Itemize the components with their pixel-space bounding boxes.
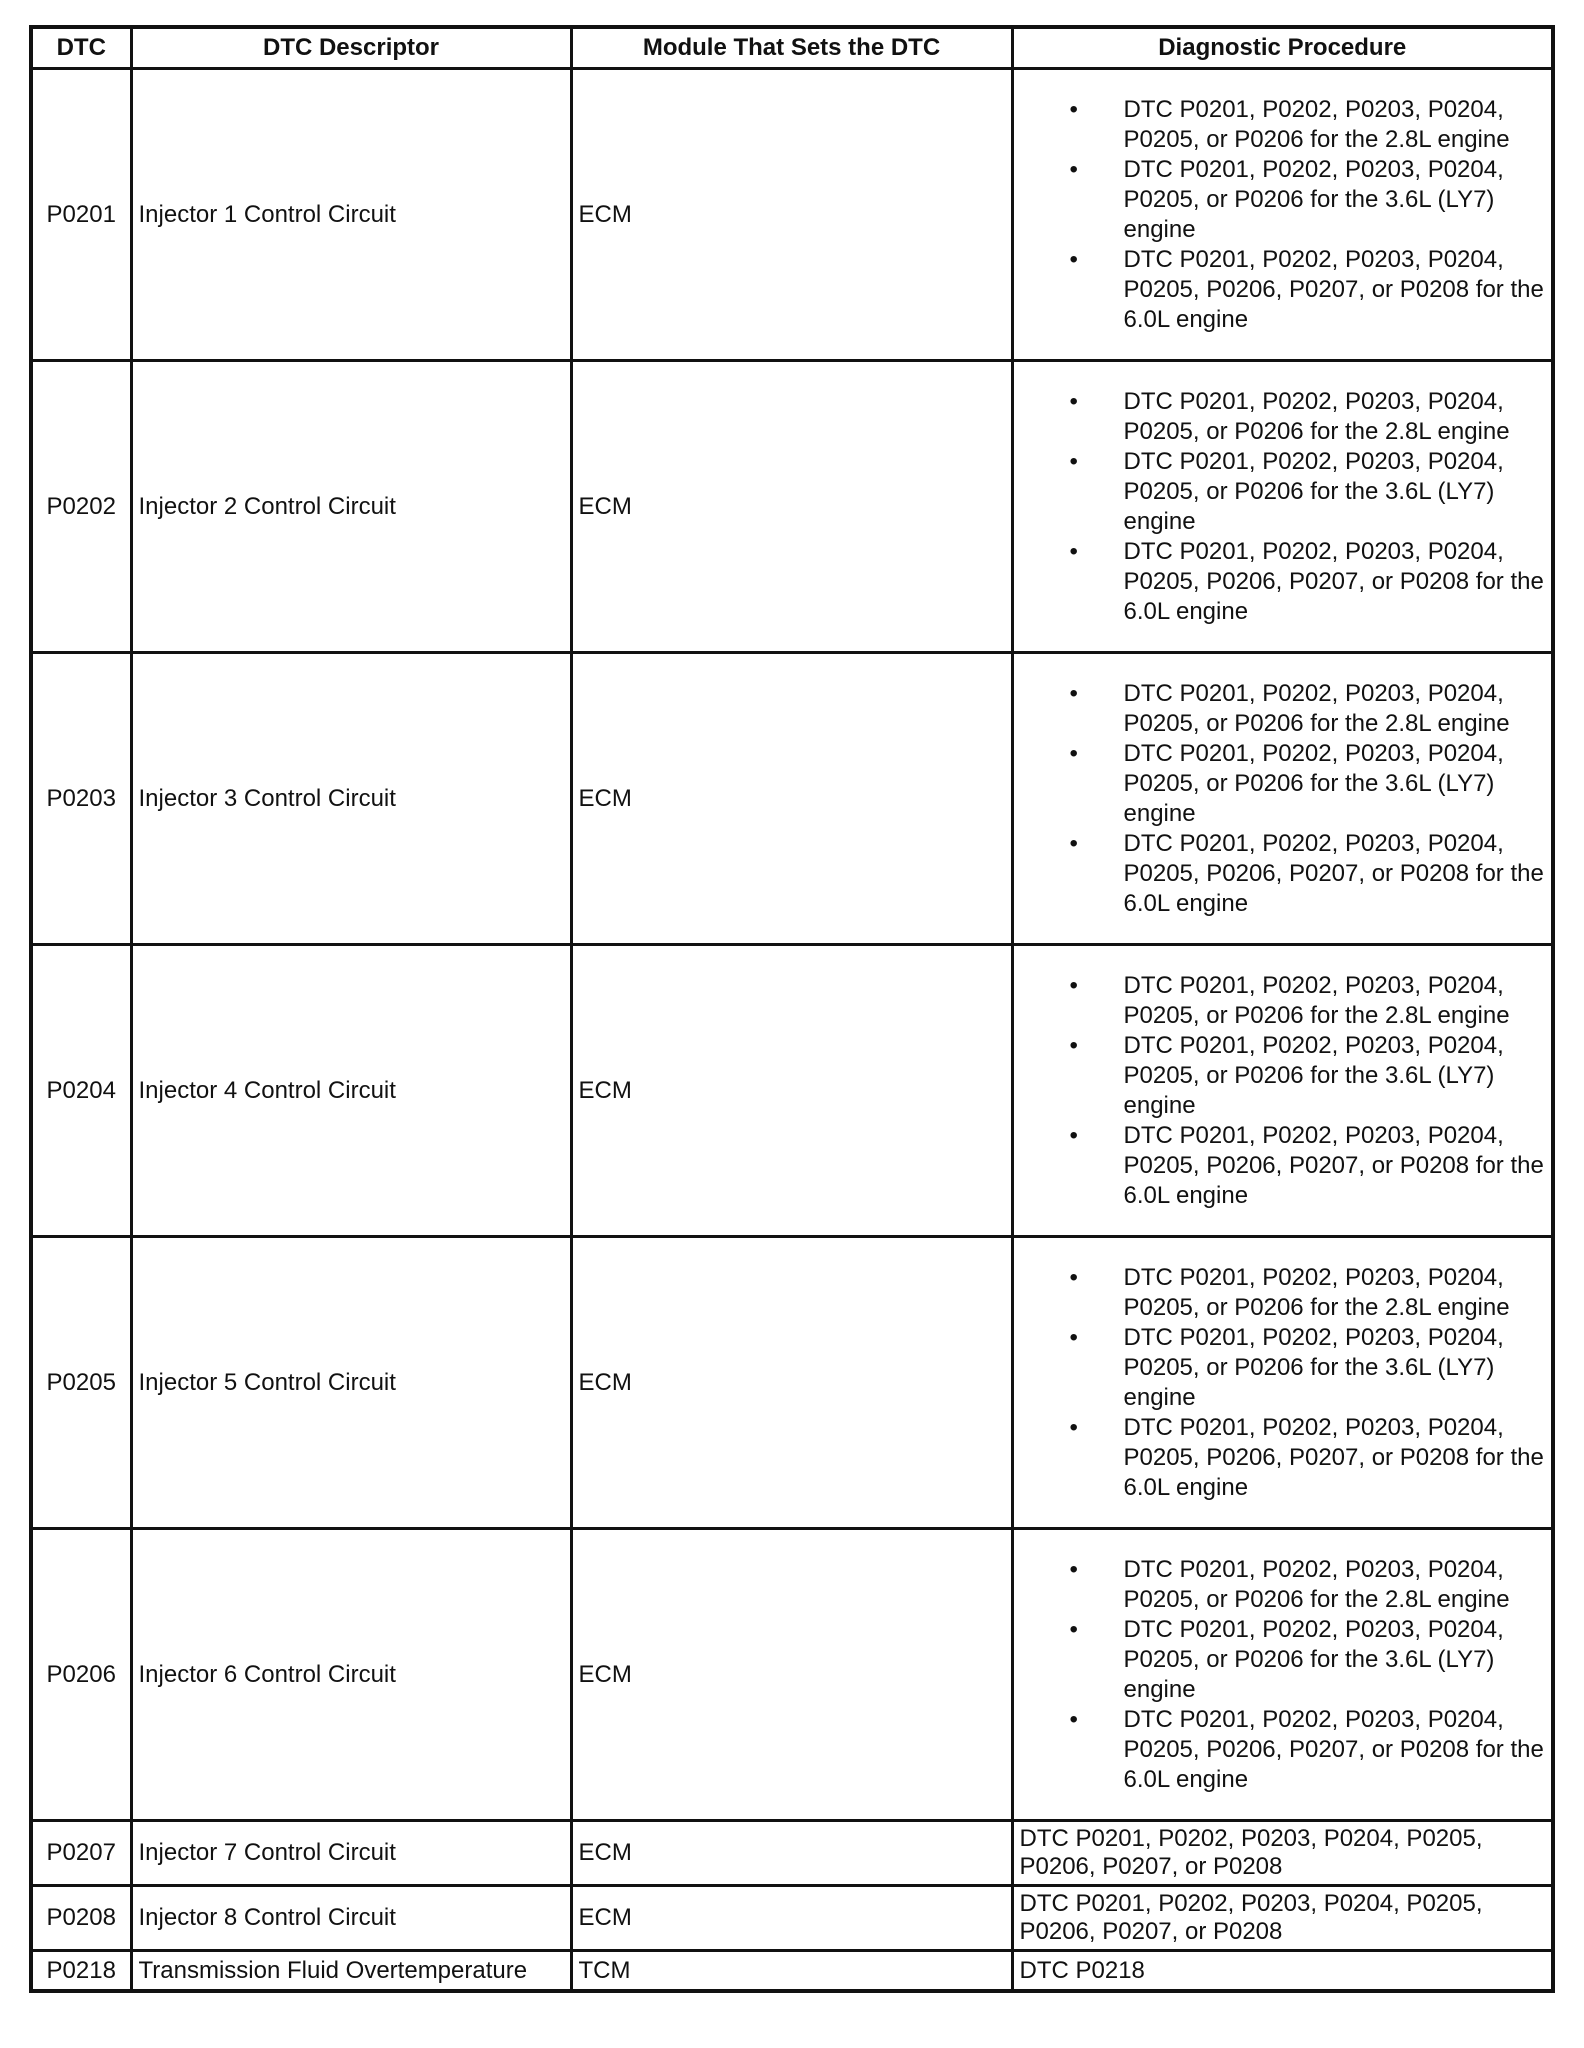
dtc-descriptor: Injector 5 Control Circuit [131, 1237, 571, 1529]
header-row [31, 27, 1553, 69]
diagnostic-procedure [1012, 1951, 1553, 1992]
dtc-descriptor: Injector 6 Control Circuit [131, 1529, 571, 1821]
dtc-descriptor: Transmission Fluid Overtemperature [131, 1951, 571, 1992]
dtc-module: ECM [571, 945, 1012, 1237]
procedure-item: • DTC P0201, P0202, P0203, P0204, P0205, or P0206 for the 3.6L (LY7) engine [1124, 1031, 1546, 1121]
procedure-item: • DTC P0201, P0202, P0203, P0204, P0205, or P0206 for the 2.8L engine [1124, 1263, 1546, 1323]
dtc-module: ECM [571, 69, 1012, 361]
diagnostic-procedure [1012, 1821, 1553, 1886]
procedure-text: DTC P0218 [1019, 1956, 1145, 1984]
procedure-item: • DTC P0201, P0202, P0203, P0204, P0205, or P0206 for the 3.6L (LY7) engine [1124, 447, 1546, 537]
dtc-module: ECM [571, 1821, 1012, 1886]
dtc-descriptor: Injector 1 Control Circuit [131, 69, 571, 361]
header-dtc: DTC [31, 27, 131, 69]
dtc-code: P0208 [31, 1886, 131, 1951]
table-row [31, 1821, 1553, 1886]
procedure-item: • DTC P0201, P0202, P0203, P0204, P0205, P0206, P0207, or P0208 for the 6.0L engine [1124, 1705, 1546, 1795]
dtc-descriptor: Injector 7 Control Circuit [131, 1821, 571, 1886]
diagnostic-procedure [1012, 1237, 1553, 1529]
dtc-code: P0207 [31, 1821, 131, 1886]
dtc-code: P0204 [31, 945, 131, 1237]
dtc-module: ECM [571, 361, 1012, 653]
dtc-table [29, 25, 1555, 1993]
header-procedure: Diagnostic Procedure [1012, 27, 1553, 69]
dtc-code: P0201 [31, 69, 131, 361]
procedure-item: • DTC P0201, P0202, P0203, P0204, P0205, or P0206 for the 3.6L (LY7) engine [1124, 1615, 1546, 1705]
dtc-module: ECM [571, 1529, 1012, 1821]
diagnostic-procedure [1012, 945, 1553, 1237]
procedure-item: • DTC P0201, P0202, P0203, P0204, P0205, P0206, P0207, or P0208 for the 6.0L engine [1124, 537, 1546, 627]
dtc-code: P0218 [31, 1951, 131, 1992]
header-descriptor: DTC Descriptor [131, 27, 571, 69]
procedure-list [1020, 971, 1546, 1211]
dtc-code: P0206 [31, 1529, 131, 1821]
dtc-descriptor: Injector 2 Control Circuit [131, 361, 571, 653]
procedure-item: • DTC P0201, P0202, P0203, P0204, P0205, P0206, P0207, or P0208 for the 6.0L engine [1124, 245, 1546, 335]
table-row [31, 1951, 1553, 1992]
table-row [31, 69, 1553, 361]
dtc-module: ECM [571, 653, 1012, 945]
dtc-module: TCM [571, 1951, 1012, 1992]
procedure-list [1020, 95, 1546, 335]
dtc-module: ECM [571, 1237, 1012, 1529]
dtc-code: P0203 [31, 653, 131, 945]
procedure-list [1020, 679, 1546, 919]
procedure-item: • DTC P0201, P0202, P0203, P0204, P0205, or P0206 for the 3.6L (LY7) engine [1124, 739, 1546, 829]
table-row [31, 1886, 1553, 1951]
diagnostic-procedure [1012, 361, 1553, 653]
procedure-item: • DTC P0201, P0202, P0203, P0204, P0205, or P0206 for the 2.8L engine [1124, 679, 1546, 739]
procedure-item: • DTC P0201, P0202, P0203, P0204, P0205, P0206, P0207, or P0208 for the 6.0L engine [1124, 1121, 1546, 1211]
procedure-item: • DTC P0201, P0202, P0203, P0204, P0205, or P0206 for the 2.8L engine [1124, 387, 1546, 447]
procedure-item: • DTC P0201, P0202, P0203, P0204, P0205, P0206, P0207, or P0208 for the 6.0L engine [1124, 1413, 1546, 1503]
dtc-code: P0205 [31, 1237, 131, 1529]
procedure-item: • DTC P0201, P0202, P0203, P0204, P0205, or P0206 for the 2.8L engine [1124, 1555, 1546, 1615]
dtc-descriptor: Injector 3 Control Circuit [131, 653, 571, 945]
procedure-list [1020, 387, 1546, 627]
dtc-descriptor: Injector 4 Control Circuit [131, 945, 571, 1237]
procedure-list [1020, 1263, 1546, 1503]
diagnostic-procedure [1012, 1886, 1553, 1951]
table-row [31, 361, 1553, 653]
procedure-list [1020, 1555, 1546, 1795]
procedure-text: DTC P0201, P0202, P0203, P0204, P0205, P0206, P0207, or P0208 [1019, 1890, 1483, 1945]
procedure-item: • DTC P0201, P0202, P0203, P0204, P0205, or P0206 for the 3.6L (LY7) engine [1124, 1323, 1546, 1413]
procedure-item: • DTC P0201, P0202, P0203, P0204, P0205, or P0206 for the 2.8L engine [1124, 95, 1546, 155]
header-module: Module That Sets the DTC [571, 27, 1012, 69]
diagnostic-procedure [1012, 653, 1553, 945]
procedure-item: • DTC P0201, P0202, P0203, P0204, P0205, or P0206 for the 3.6L (LY7) engine [1124, 155, 1546, 245]
dtc-descriptor: Injector 8 Control Circuit [131, 1886, 571, 1951]
dtc-code: P0202 [31, 361, 131, 653]
procedure-item: • DTC P0201, P0202, P0203, P0204, P0205, P0206, P0207, or P0208 for the 6.0L engine [1124, 829, 1546, 919]
table-row [31, 945, 1553, 1237]
diagnostic-procedure [1012, 69, 1553, 361]
diagnostic-procedure [1012, 1529, 1553, 1821]
procedure-text: DTC P0201, P0202, P0203, P0204, P0205, P0206, P0207, or P0208 [1019, 1825, 1483, 1880]
table-row [31, 1237, 1553, 1529]
dtc-module: ECM [571, 1886, 1012, 1951]
table-row [31, 653, 1553, 945]
table-row [31, 1529, 1553, 1821]
procedure-item: • DTC P0201, P0202, P0203, P0204, P0205, or P0206 for the 2.8L engine [1124, 971, 1546, 1031]
